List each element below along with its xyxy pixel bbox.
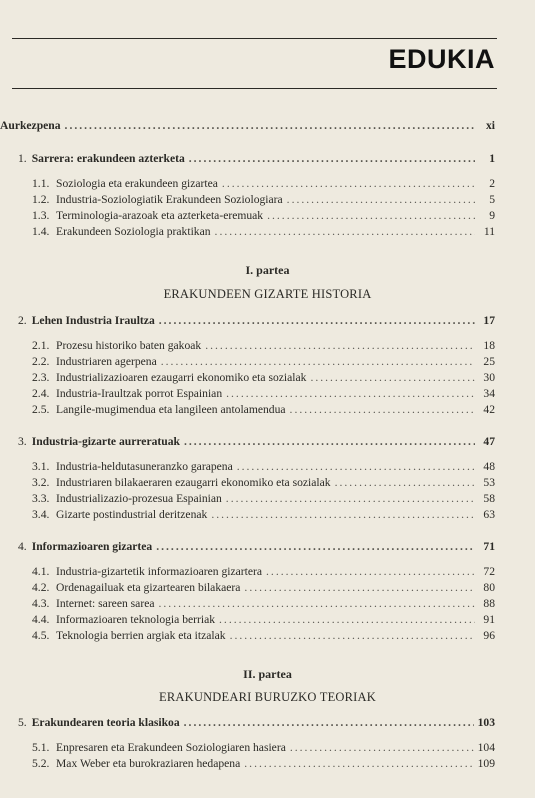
section-page: 91 <box>483 613 495 626</box>
toc-entry-intro[interactable] <box>0 119 495 133</box>
part-title: II. partea <box>243 667 292 681</box>
section-label: Ordenagailuak eta gizartearen bilakaera <box>56 581 241 594</box>
toc-section[interactable] <box>32 613 495 627</box>
section-page: 80 <box>483 581 495 594</box>
dot-leader <box>159 314 475 328</box>
section-number: 1.4. <box>32 225 50 238</box>
section-number: 4.5. <box>32 629 50 642</box>
page-title: EDUKIA <box>388 44 495 74</box>
section-number: 2.5. <box>32 403 50 416</box>
toc-section[interactable] <box>32 581 495 595</box>
toc-section[interactable] <box>32 339 495 353</box>
toc-section[interactable] <box>32 757 495 771</box>
dot-leader <box>244 757 473 771</box>
section-number: 4.2. <box>32 581 50 594</box>
section-page: 72 <box>483 565 495 578</box>
section-label: Langile-mugimendua eta langileen antolamendua <box>56 403 286 416</box>
chapter-number: 3. <box>18 435 27 448</box>
dot-leader <box>267 209 475 223</box>
chapter-page: 47 <box>483 435 495 448</box>
entry-page: xi <box>485 119 495 132</box>
dot-leader <box>184 435 475 449</box>
section-label: Terminologia-arazoak eta azterketa-eremuak <box>56 209 264 222</box>
section-number: 1.3. <box>32 209 50 222</box>
chapter-number: 1. <box>18 152 27 165</box>
chapter-number: 5. <box>18 716 27 729</box>
section-number: 4.1. <box>32 565 50 578</box>
section-label: Industriaren bilakaeraren ezaugarri ekonomiko eta sozialak <box>56 476 331 489</box>
section-number: 3.3. <box>32 492 50 505</box>
section-page: 42 <box>483 403 495 416</box>
dot-leader <box>226 387 475 401</box>
dot-leader <box>222 177 475 191</box>
dot-leader <box>335 476 475 490</box>
toc-section[interactable] <box>32 565 495 579</box>
section-page: 30 <box>483 371 495 384</box>
toc-chapter-4[interactable] <box>18 540 495 554</box>
section-number: 2.1. <box>32 339 50 352</box>
chapter-page: 1 <box>489 152 495 165</box>
toc-chapter-1[interactable] <box>18 152 495 166</box>
section-label: Soziologia eta erakundeen gizartea <box>56 177 218 190</box>
dot-leader <box>156 540 475 554</box>
part-title: I. partea <box>245 263 290 277</box>
dot-leader <box>65 119 475 133</box>
section-page: 109 <box>477 757 495 770</box>
section-label: Industrializazio-prozesua Espainian <box>56 492 222 505</box>
section-label: Informazioaren teknologia berriak <box>56 613 216 626</box>
section-label: Internet: sareen sarea <box>56 597 155 610</box>
section-page: 58 <box>483 492 495 505</box>
section-label: Industria-Soziologiatik Erakundeen Soziologiara <box>56 193 283 206</box>
chapter-label: Erakundearen teoria klasikoa <box>31 716 180 729</box>
part-name: ERAKUNDEEN GIZARTE HISTORIA <box>163 287 372 301</box>
section-number: 2.2. <box>32 355 50 368</box>
section-label: Max Weber eta burokraziaren hedapena <box>56 757 241 770</box>
toc-section[interactable] <box>32 177 495 191</box>
toc-section[interactable] <box>32 741 495 755</box>
dot-leader <box>219 613 475 627</box>
dot-leader <box>189 152 475 166</box>
toc-section[interactable] <box>32 597 495 611</box>
chapter-number: 4. <box>18 540 27 553</box>
section-label: Industria-gizartetik informazioaren gizartera <box>56 565 263 578</box>
dot-leader <box>310 371 475 385</box>
section-page: 18 <box>483 339 495 352</box>
dot-leader <box>237 460 475 474</box>
section-number: 4.3. <box>32 597 50 610</box>
dot-leader <box>215 225 475 239</box>
dot-leader <box>205 339 475 353</box>
toc-section[interactable] <box>32 508 495 522</box>
toc-section[interactable] <box>32 460 495 474</box>
section-label: Enpresaren eta Erakundeen Soziologiaren hasiera <box>56 741 286 754</box>
section-page: 34 <box>483 387 495 400</box>
toc-chapter-2[interactable] <box>18 314 495 328</box>
section-label: Erakundeen Soziologia praktikan <box>56 225 211 238</box>
section-number: 5.1. <box>32 741 50 754</box>
toc-chapter-3[interactable] <box>18 435 495 449</box>
chapter-label: Informazioaren gizartea <box>31 540 153 553</box>
section-label: Industria-Iraultzak porrot Espainian <box>56 387 223 400</box>
section-page: 96 <box>483 629 495 642</box>
toc-section[interactable] <box>32 193 495 207</box>
toc-section[interactable] <box>32 403 495 417</box>
toc-section[interactable] <box>32 387 495 401</box>
section-label: Industriaren agerpena <box>56 355 157 368</box>
section-label: Teknologia berrien argiak eta itzalak <box>56 629 226 642</box>
section-page: 11 <box>483 225 495 238</box>
section-label: Gizarte postindustrial deritzenak <box>56 508 208 521</box>
section-number: 3.1. <box>32 460 50 473</box>
section-label: Prozesu historiko baten gakoak <box>56 339 202 352</box>
dot-leader <box>211 508 475 522</box>
section-page: 48 <box>483 460 495 473</box>
section-number: 5.2. <box>32 757 50 770</box>
chapter-page: 71 <box>483 540 495 553</box>
section-number: 3.2. <box>32 476 50 489</box>
chapter-label: Sarrera: erakundeen azterketa <box>31 152 185 165</box>
toc-section[interactable] <box>32 371 495 385</box>
dot-leader <box>230 629 475 643</box>
toc-chapter-5[interactable] <box>18 716 495 730</box>
chapter-page: 103 <box>477 716 495 729</box>
dot-leader <box>287 193 475 207</box>
section-number: 3.4. <box>32 508 50 521</box>
section-page: 88 <box>483 597 495 610</box>
chapter-page: 17 <box>483 314 495 327</box>
toc-section[interactable] <box>32 225 495 239</box>
chapter-number: 2. <box>18 314 27 327</box>
section-number: 1.2. <box>32 193 50 206</box>
title-rule <box>12 88 497 89</box>
section-page: 2 <box>489 177 495 190</box>
dot-leader <box>159 597 476 611</box>
entry-label: Aurkezpena <box>0 119 61 132</box>
section-page: 25 <box>483 355 495 368</box>
section-page: 5 <box>489 193 495 206</box>
toc-section[interactable] <box>32 492 495 506</box>
dot-leader <box>226 492 475 506</box>
top-rule <box>12 38 497 39</box>
toc-section[interactable] <box>32 209 495 223</box>
section-number: 4.4. <box>32 613 50 626</box>
section-number: 2.3. <box>32 371 50 384</box>
chapter-label: Lehen Industria Iraultza <box>31 314 155 327</box>
dot-leader <box>290 403 475 417</box>
section-label: Industria-heldutasuneranzko garapena <box>56 460 233 473</box>
section-number: 1.1. <box>32 177 50 190</box>
dot-leader <box>161 355 475 369</box>
section-page: 63 <box>483 508 495 521</box>
dot-leader <box>184 716 474 730</box>
dot-leader <box>266 565 475 579</box>
section-page: 104 <box>477 741 495 754</box>
section-number: 2.4. <box>32 387 50 400</box>
part-name: ERAKUNDEARI BURUZKO TEORIAK <box>159 690 376 704</box>
toc-section[interactable] <box>32 355 495 369</box>
dot-leader <box>290 741 474 755</box>
section-page: 53 <box>483 476 495 489</box>
toc-section[interactable] <box>32 476 495 490</box>
toc-section[interactable] <box>32 629 495 643</box>
section-label: Industrializazioaren ezaugarri ekonomiko eta sozialak <box>56 371 307 384</box>
chapter-label: Industria-gizarte aurreratuak <box>31 435 180 448</box>
dot-leader <box>244 581 475 595</box>
section-page: 9 <box>489 209 495 222</box>
